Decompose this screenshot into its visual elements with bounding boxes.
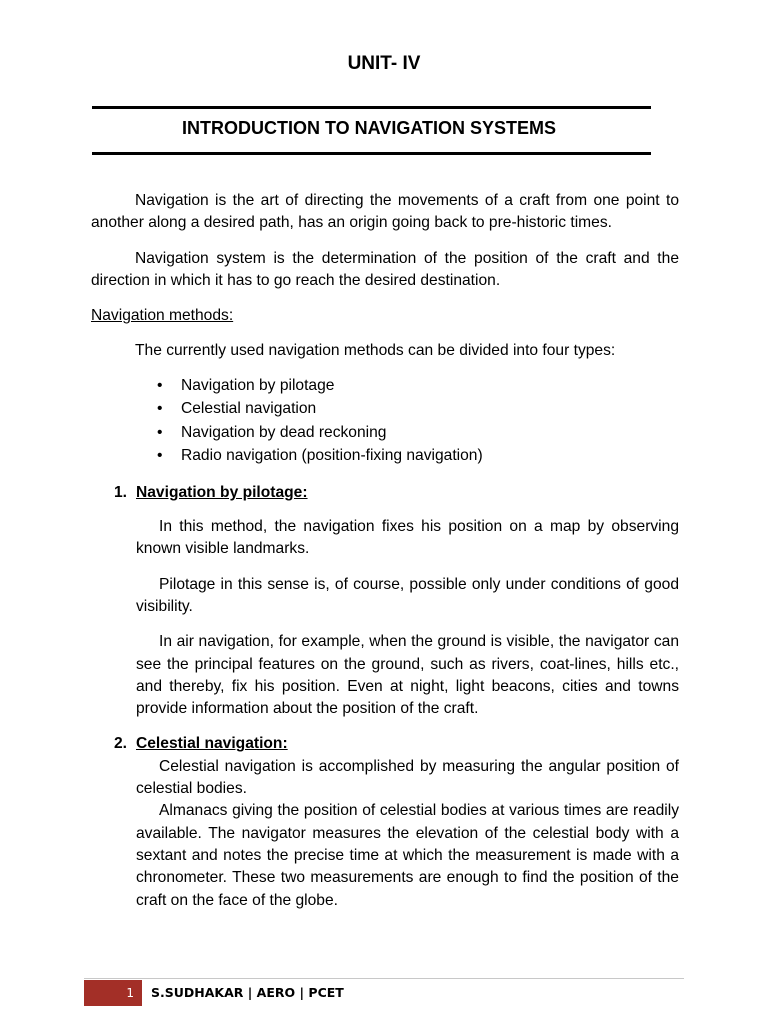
section-heading	[91, 482, 679, 504]
list-item	[157, 444, 679, 468]
unit-title: UNIT- IV	[347, 53, 421, 74]
section-body	[91, 516, 679, 720]
section-number: 2.	[114, 735, 128, 753]
list-item-text: Navigation by dead reckoning	[181, 423, 387, 441]
methods-heading: Navigation methods:	[91, 307, 234, 325]
bullet-icon: •	[157, 423, 163, 441]
section-number: 1.	[114, 483, 128, 501]
section-paragraph: In air navigation, for example, when the ground is visible, the navigator can see the principal features on the ground, such as rivers, coat-lines, hills etc., and thereby, fix his position. Even at night, light beacons, cities and towns provide information about the position of the craft.	[136, 633, 679, 718]
list-item-text: Navigation by pilotage	[181, 376, 335, 394]
bullet-icon: •	[157, 400, 163, 418]
page-number: 1	[84, 980, 142, 1006]
intro-paragraph-2: Navigation system is the determination of the position of the craft and the direction in which it has to go reach the desired destination.	[91, 249, 679, 289]
section-celestial	[91, 733, 679, 911]
section-pilotage	[91, 482, 679, 721]
section-body	[91, 756, 679, 912]
list-item-text: Radio navigation (position-fixing navigation)	[181, 447, 483, 465]
section-paragraph: Celestial navigation is accomplished by measuring the angular position of celestial bodies.	[136, 757, 679, 798]
section-paragraph: Pilotage in this sense is, of course, possible only under conditions of good visibility.	[136, 575, 679, 615]
bullet-icon: •	[157, 447, 163, 465]
title-bottom-rule	[92, 152, 651, 155]
methods-intro: The currently used navigation methods can be divided into four types:	[135, 342, 616, 360]
title-top-rule	[92, 106, 651, 109]
section-title: Navigation by pilotage:	[136, 483, 308, 501]
document-body	[91, 190, 679, 912]
list-item-text: Celestial navigation	[181, 400, 317, 418]
list-item	[157, 397, 679, 421]
intro-paragraph-1: Navigation is the art of directing the movements of a craft from one point to another along a desired path, has an origin going back to pre-historic times.	[91, 192, 679, 232]
footer-author: S.SUDHAKAR | AERO | PCET	[151, 985, 344, 1000]
list-item	[157, 421, 679, 445]
footer-divider	[84, 978, 684, 979]
section-title: Celestial navigation:	[136, 735, 288, 753]
section-paragraph: In this method, the navigation fixes his position on a map by observing known visible landmarks.	[136, 518, 679, 558]
bullet-icon: •	[157, 376, 163, 394]
methods-list	[91, 374, 679, 468]
section-paragraph: Almanacs giving the position of celestial bodies at various times are readily available. The navigator measures the elevation of the celestial body with a sextant and notes the precise time at which the measurement is made with a chronometer. These two measurements are enough to find the position of the craft on the face of the globe.	[136, 802, 679, 909]
chapter-title: INTRODUCTION TO NAVIGATION SYSTEMS	[181, 118, 556, 138]
section-heading	[91, 733, 679, 755]
list-item	[157, 374, 679, 398]
